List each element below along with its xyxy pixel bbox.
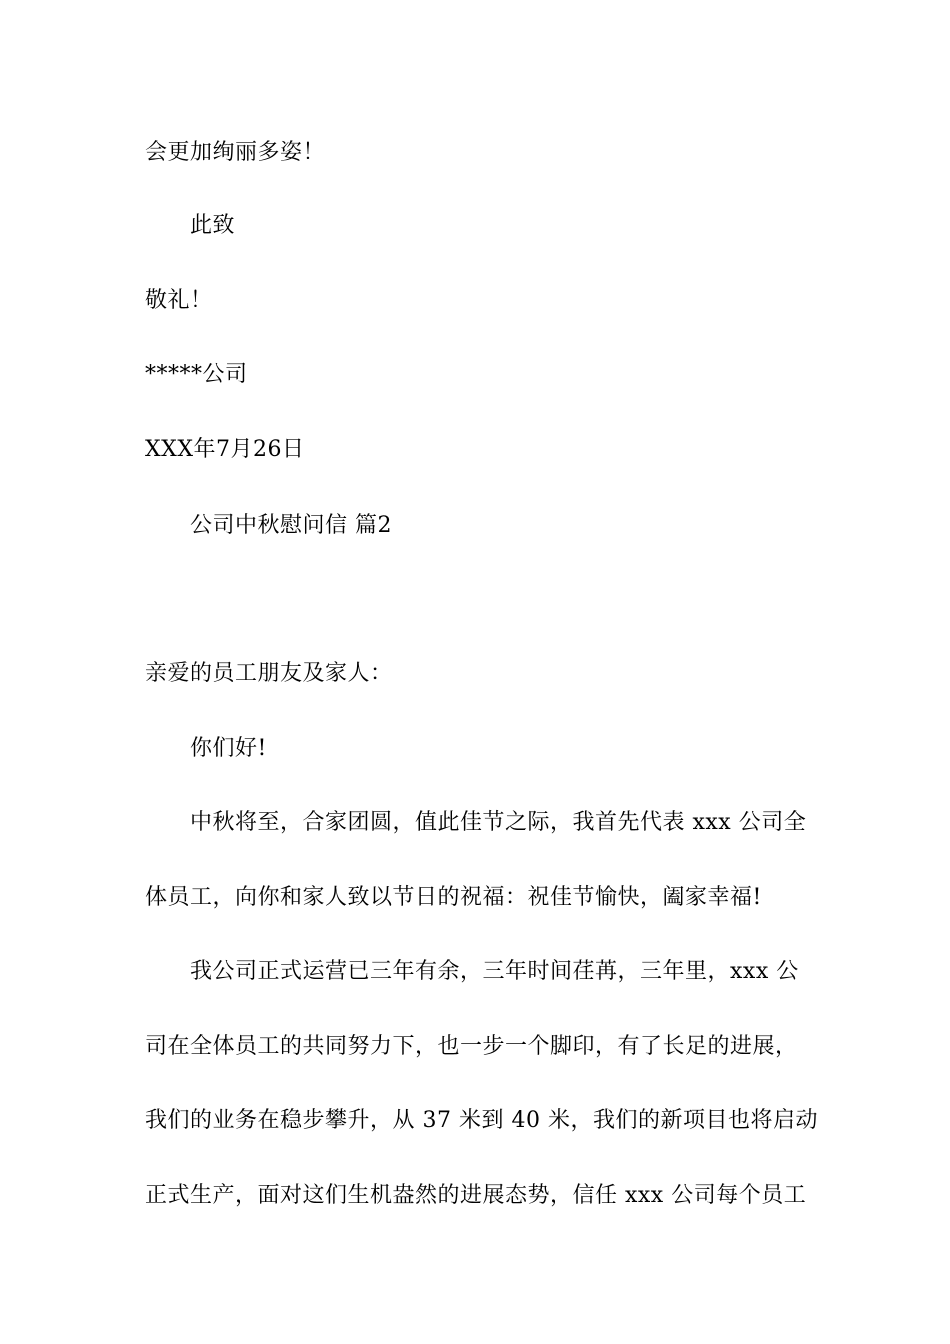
signature-company: *****公司: [145, 362, 248, 387]
paragraph2-line4: 正式生产，面对这们生机盎然的进展态势，信任 xxx 公司每个员工: [145, 1183, 807, 1208]
paragraph2-line2: 司在全体员工的共同努力下，也一步一个脚印，有了长足的进展，: [145, 1034, 798, 1059]
paragraph2-line1: 我公司正式运营已三年有余，三年时间荏苒，三年里，xxx 公: [190, 959, 799, 984]
signature-date: XXX年7月26日: [145, 437, 305, 462]
hello-line: 你们好!: [190, 736, 267, 761]
salutation-regards: 敬礼！: [145, 288, 213, 313]
paragraph2-line3: 我们的业务在稳步攀升，从 37 米到 40 米，我们的新项目也将启动: [145, 1108, 818, 1133]
greeting: 亲爱的员工朋友及家人：: [145, 661, 393, 686]
paragraph1-line2: 体员工，向你和家人致以节日的祝福：祝佳节愉快，阖家幸福!: [145, 885, 762, 910]
salutation-this: 此致: [190, 213, 236, 238]
section-title: 公司中秋慰问信 篇2: [190, 513, 392, 538]
paragraph1-line1: 中秋将至，合家团圆，值此佳节之际，我首先代表 xxx 公司全: [190, 810, 807, 835]
closing-line: 会更加绚丽多姿！: [145, 140, 326, 165]
